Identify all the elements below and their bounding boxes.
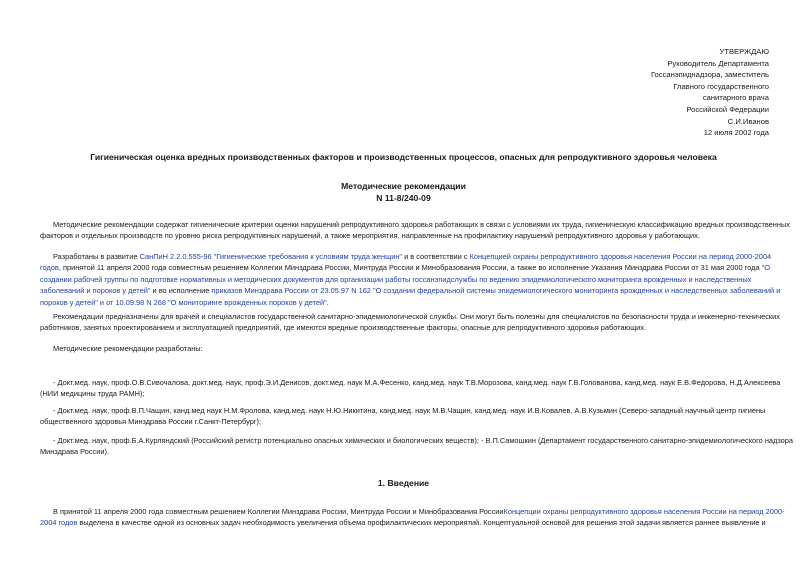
paragraph-summary [40,219,790,242]
approval-line: 12 июля 2002 года [703,128,769,138]
text-line: - Докт.мед. наук, проф.О.В.Сивочалова, докт.мед. наук, проф.Э.И.Денисов, докт.мед. наук М.А.Фесенко, канд.мед. наук Т.В.Морозова, канд.мед. наук Г.В.Голованова, канд.мед. наук Е.В.Федорова, Н.Д.Алексеева [53,378,781,387]
text-fragment: В принятой 11 апреля 2000 года совместным решением Коллегии Минздрава России, Минтруда России и Минобразования России [53,507,504,516]
text-line [40,517,769,528]
link-working-group[interactable]: создании рабочей группы по подготовке нормативных и методических документов для организации работы госсанэпидслужбы по ведению эпидемиологического мониторинга врожденных и наследственных [40,274,752,284]
link-concept[interactable]: годов [40,263,59,273]
document-title: Гигиеническая оценка вредных производственных факторов и производственных процессов, опасных для репродуктивного здоровья человека [90,152,717,162]
text-line [40,274,769,285]
document-number: N 11-8/240-09 [376,193,431,203]
text-fragment: . [326,297,329,307]
text-line: общественного здоровья Минздрава России г.Санкт-Петербург); [40,417,262,427]
link-concept[interactable]: Концепцией охраны репродуктивного здоровья населения России на период 2000-2004 [469,252,772,261]
text-fragment: выделена в качестве одной из основных задач необходимость увеличения объема профилактических мероприятий. Концептуальной основой для решения этой задачи является раннее выявление и [77,518,766,528]
section-heading-introduction: 1. Введение [377,478,430,488]
text-line: Минздрава России). [40,447,110,457]
text-fragment: и в соответствии с [402,252,470,261]
paragraph-developers [40,343,769,354]
text-line: факторов и отдельных производств по уровню риска репродуктивных нарушений, а также мероприятия, направленные на профилактику нарушений репродуктивного здоровья у работающих. [40,231,700,241]
paragraph-audience [40,311,780,334]
approval-line: санитарного врача [702,93,769,103]
text-line: работников, занятых проектированием и эксплуатацией предприятий, где имеются вредные производственные факторы, опасные для репродуктивного здоровья работающих. [40,323,647,333]
link-working-group[interactable]: заболеваний и пороков у детей" [40,286,151,296]
approval-line: Руководитель Департамента [667,58,769,68]
approval-line: С.И.Иванов [727,116,769,126]
link-concept[interactable]: 2004 годов [40,518,78,528]
text-fragment: Разработаны в развитие [53,252,140,261]
link-working-group[interactable]: "О [761,263,770,273]
authors-group-3 [40,435,793,458]
approval-line: Российской Федерации [686,104,769,114]
link-sanpin[interactable]: СанПиН 2.2.0.555-96 "Гигиенические требования к условиям труда женщин" [139,252,403,261]
text-line [40,251,772,262]
paragraph-basis [40,251,781,308]
document-subtitle: Методические рекомендации [341,181,466,191]
approval-block [569,46,769,139]
text-fragment: и во исполнение [150,286,212,296]
link-concept[interactable]: Концепции охраны репродуктивного здоровья населения России на период 2000- [503,507,785,516]
text-line: Методические рекомендации содержат гигиенические критерии оценки нарушений репродуктивного здоровья работающих в связи с условиями их труда, гигиеническую классификацию вредных производственных [53,220,790,229]
link-orders[interactable]: приказов Минздрава России от 23.05.97 N 162 "О создании федеральной системы эпидемиологического мониторинга врожденных и наследственных заболеваний и [211,286,781,296]
text-line [40,297,769,308]
text-line: Рекомендации предназначены для врачей и специалистов государственной санитарно-эпидемиологической службы. Они могут быть полезны для специалистов по безопасности труда и инженерно-технических [53,312,780,321]
paragraph-introduction [40,506,785,529]
text-line [40,285,781,296]
text-line: (НИИ медицины труда РАМН); [40,389,145,399]
authors-group-2 [40,405,769,428]
text-line: Методические рекомендации разработаны: [53,344,203,353]
text-line: - Докт.мед. наук, проф.Б.А.Курляндский (Российский регистр потенциально опасных химических и биологических веществ); - В.П.Самошкин (Департамент государственного санитарно-эпидемиологического надзора [53,436,793,445]
text-line: - Докт.мед. наук, проф.В.П.Чащин, канд.мед наук Н.М.Фролова, канд.мед. наук Н.Ю.Никитина, канд.мед. наук М.В.Чащин, канд.мед. наук И.В.Ковалев, А.В.Кузьмин (Северо-западный научный центр гигиены [53,406,766,415]
text-fragment: , принятой 11 апреля 2000 года совместным решением Коллегии Минздрава России, Минтруда России и Минобразования России, а также во исполнение Указания Минздрава России от 31 мая 2000 года [58,263,762,273]
approval-line: Главного государственного [673,81,769,91]
link-orders[interactable]: пороков у детей" и от 10.09.98 N 268 "О мониторинге врожденных пороков у детей" [40,297,327,307]
text-line [40,506,785,517]
approval-line: Госсанэпиднадзора, заместитель [650,70,769,80]
text-line [40,262,769,273]
approval-line: УТВЕРЖДАЮ [719,47,769,56]
authors-group-1 [40,377,781,400]
